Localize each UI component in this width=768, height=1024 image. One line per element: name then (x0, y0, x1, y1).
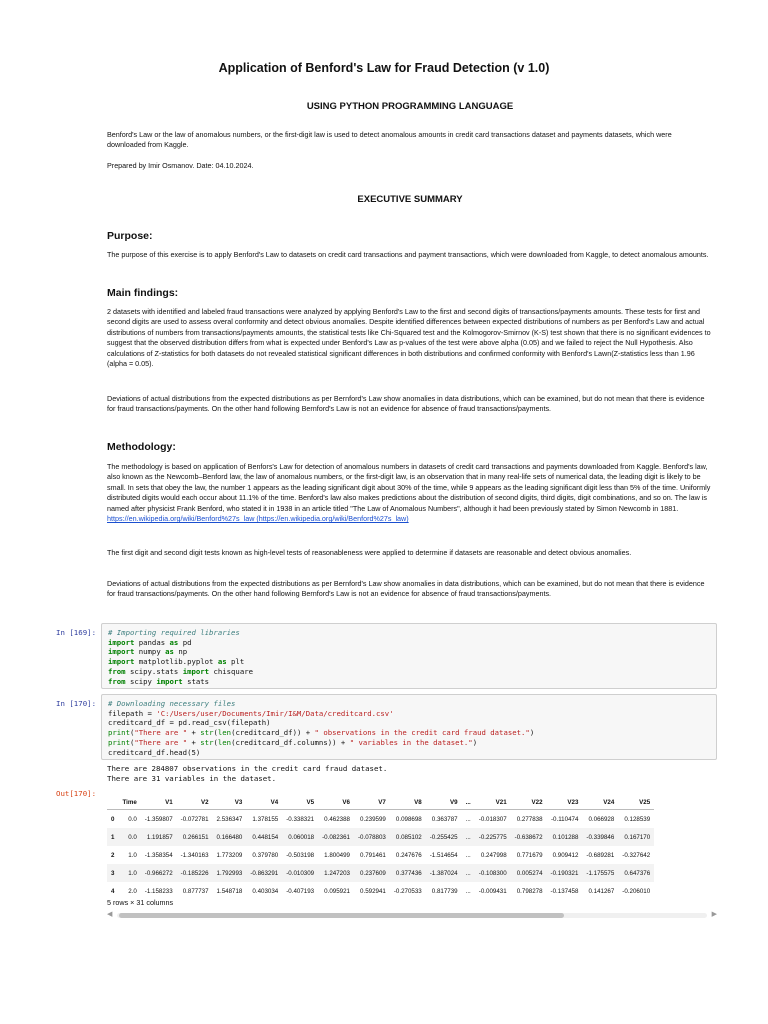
findings-paragraph-2: Deviations of actual distributions from the expected distributions as per Bernford's Law show anomalies in data distributions, which can be examined, but do not mean that there is evidence for fraud transactions/payments. On the other hand following Bernford's Law is not an evidence for absence of fraud transactions/payments. (107, 394, 705, 414)
code-cell-imports[interactable] (101, 623, 717, 689)
table-cell: -0.339846 (582, 828, 618, 846)
table-cell: 2.536347 (216, 815, 243, 823)
table-cell: -0.190321 (547, 864, 583, 882)
table-cell: 0.166480 (213, 828, 247, 846)
table-cell: -0.225775 (475, 828, 511, 846)
table-cell: 0.247998 (480, 851, 507, 859)
table-cell: 0.817739 (431, 887, 458, 895)
table-cell: 0.791461 (360, 851, 386, 859)
table-cell: 0.277838 (516, 815, 543, 823)
table-cell: -0.009431 (478, 887, 507, 895)
row-index: 1 (107, 828, 118, 846)
table-cell: 0.379780 (252, 851, 279, 859)
table-cell: 2.0 (128, 887, 137, 895)
prepared-by: Prepared by Imir Osmanov. Date: 04.10.2024. (107, 161, 254, 170)
row-index: 3 (107, 864, 118, 882)
main-findings-heading: Main findings: (107, 287, 179, 299)
table-cell: 0.060018 (282, 828, 318, 846)
table-cell: -0.072781 (180, 815, 209, 823)
table-cell: ... (462, 864, 475, 882)
dataframe-output[interactable] (107, 796, 717, 904)
column-header: V21 (475, 796, 511, 810)
table-row (107, 810, 654, 829)
table-cell: 0.403034 (252, 887, 279, 895)
table-cell: 0.101288 (547, 828, 583, 846)
table-cell: 1.800499 (324, 851, 350, 859)
table-cell: 0.005274 (511, 864, 547, 882)
row-index: 2 (111, 851, 115, 859)
methodology-paragraph-3: Deviations of actual distributions from the expected distributions as per Bernford's Law show anomalies in data distributions, which can be examined, but do not mean that there is evidence for fraud transactions/payments. On the other hand following Bernford's Law is not an evidence for absence of fraud transactions/payments. (107, 579, 705, 599)
row-index: 4 (111, 887, 115, 895)
column-header (107, 796, 118, 810)
column-header: V4 (246, 796, 282, 810)
table-cell: -0.108300 (475, 864, 511, 882)
table-cell: -0.966272 (141, 864, 177, 882)
table-cell: 0.098698 (395, 815, 422, 823)
table-cell: -0.270533 (393, 887, 422, 895)
table-cell: 0.909412 (552, 851, 579, 859)
code-line: from scipy import stats (108, 676, 210, 686)
findings-paragraph-1: 2 datasets with identified and labeled fraud transactions were analyzed by applying Benford's Law to the first and second digits of transactions/payments amounts. These tests for first and second digits are used to assess overal conformity and detect obvious anomalies. Despite identified differences between expected distributions of numbers as per Benford's Law and actual distributions of numbers from transactions/payments amounts, the statistical tests like Chi-Squared test and the Kolmogorov-Smirnov (K-S) test shown that there is no significant evidences to suggest that the observed distribution differs from what is expected under Benford's Law as p-values of the test were above alpha (0.05) and we failed to reject the Null Hypothesis. Also calculations of Z-statistics for both datasets do not revealed statistical significant differences in both distributions and confirmed conformity with Benford's Lawn(Z-statistics less than 1.96 (alpha = 0.05). (107, 307, 711, 369)
table-cell: 1.548718 (216, 887, 243, 895)
table-cell: -1.158233 (144, 887, 173, 895)
table-cell: 1.247203 (318, 864, 354, 882)
table-cell: -0.078803 (354, 828, 390, 846)
code-line: creditcard_df.head(5) (108, 747, 201, 757)
scroll-right-icon[interactable]: ▶ (711, 911, 717, 918)
column-header: V1 (141, 796, 177, 810)
table-cell: 0.237609 (354, 864, 390, 882)
column-header: V2 (177, 796, 213, 810)
table-cell: -1.358354 (144, 851, 173, 859)
row-index: 0 (111, 815, 115, 823)
table-cell: -0.338321 (286, 815, 315, 823)
horizontal-scrollbar[interactable] (107, 910, 717, 920)
table-row (107, 828, 654, 846)
column-header: ... (462, 796, 475, 810)
column-header: Time (118, 796, 140, 810)
purpose-heading: Purpose: (107, 230, 153, 242)
column-header: V22 (511, 796, 547, 810)
code-line: import numpy as np (108, 647, 188, 657)
table-cell: -0.082361 (318, 828, 354, 846)
column-header: V5 (282, 796, 318, 810)
code-cell-download[interactable] (101, 694, 717, 760)
output-prompt: Out[170]: (56, 789, 97, 798)
table-cell: -0.255425 (426, 828, 462, 846)
dataframe-footer: 5 rows × 31 columns (107, 898, 174, 907)
column-header: V7 (354, 796, 390, 810)
column-header: V23 (547, 796, 583, 810)
table-cell: 1.0 (118, 864, 140, 882)
table-cell: -1.387024 (426, 864, 462, 882)
table-cell: ... (465, 851, 471, 859)
cell-1-prompt: In [169]: (56, 628, 97, 637)
code-line: print("There are " + str(len(creditcard_df.columns)) + " variables in the dataset.") (108, 737, 478, 747)
table-cell: 0.095921 (324, 887, 350, 895)
methodology-heading: Methodology: (107, 441, 176, 453)
table-cell: 0.363787 (431, 815, 458, 823)
table-cell: 0.647376 (618, 864, 654, 882)
column-header: V24 (582, 796, 618, 810)
table-cell: -0.503198 (286, 851, 315, 859)
table-cell: 0.448154 (246, 828, 282, 846)
table-cell: -0.689281 (586, 851, 615, 859)
table-cell: 0.266151 (177, 828, 213, 846)
table-cell: ... (465, 815, 471, 823)
table-cell: -1.514654 (429, 851, 458, 859)
table-cell: 1.191857 (141, 828, 177, 846)
table-cell: 1.0 (128, 851, 137, 859)
table-cell: -0.407193 (286, 887, 315, 895)
table-cell: -0.110474 (550, 815, 579, 823)
table-cell: 0.771679 (516, 851, 543, 859)
code-line: # Downloading necessary files (108, 699, 236, 708)
purpose-paragraph: The purpose of this exercise is to apply Benford's Law to datasets on credit card transactions and payment transactions, which were downloaded from Kaggle, to detect anomalous amounts. (107, 250, 709, 259)
table-cell: 0.247676 (395, 851, 422, 859)
table-cell: 0.462388 (324, 815, 350, 823)
table-cell: 1.792993 (213, 864, 247, 882)
cell-2-stdout: There are 284807 observations in the credit card fraud dataset. There are 31 variables in the dataset. (107, 764, 388, 783)
table-cell: -1.175575 (582, 864, 618, 882)
table-cell: -0.185226 (177, 864, 213, 882)
column-header: V25 (618, 796, 654, 810)
table-cell: -0.018307 (478, 815, 507, 823)
column-header: V3 (213, 796, 247, 810)
code-line: import pandas as pd (108, 637, 192, 647)
table-cell: 0.877737 (182, 887, 209, 895)
column-header: V6 (318, 796, 354, 810)
executive-summary-heading: EXECUTIVE SUMMARY (357, 194, 463, 205)
page-title: Application of Benford's Law for Fraud Detection (v 1.0) (218, 61, 550, 75)
code-line: import matplotlib.pyplot as plt (108, 657, 245, 667)
code-line: # Importing required libraries (108, 628, 240, 637)
table-cell: -0.638672 (511, 828, 547, 846)
scrollbar-thumb[interactable] (119, 913, 564, 918)
table-cell: 0.066928 (588, 815, 615, 823)
table-cell: ... (462, 828, 475, 846)
table-cell: 0.128539 (624, 815, 651, 823)
cell-2-prompt: In [170]: (56, 699, 97, 708)
code-line: print("There are " + str(len(creditcard_df)) + " observations in the credit card fraud dataset.") (108, 728, 535, 738)
table-row (107, 846, 654, 864)
methodology-paragraph-1: The methodology is based on application of Benfors's Law for detection of anomalous numbers in datasets of credit card transactions and payments downloaded from Kaggle. Benford's law, also known as the Newcomb–Benford law, the law of anomalous numbers, or the first-digit law, is an observation that in many real-life sets of numerical data, the leading digit is likely to be small. In sets that obey the law, the number 1 appears as the leading significant digit about 30% of the time, while 9 appears as the leading significant digit less than 5% of the time. Uniformly distributed digits would each occur about 11.1% of the time. Benford's law also makes predictions about the distribution of second digits, third digits, digit combinations, and so on. The law is named after physicist Frank Benford, who stated it in 1938 in an article titled "The Law of Anomalous Numbers", although it had been previously stated by Simon Newcomb in 1881. https://en.wikipedia.org/wiki/Benford%27s_law (https://en.wikipedia.org/wiki/Benford%27s_law) (107, 462, 711, 524)
column-header: V8 (390, 796, 426, 810)
methodology-paragraph-2: The first digit and second digit tests known as high-level tests of reasonableness were applied to determine if datasets are reasonable and detect obvious anomalies. (107, 548, 632, 557)
table-cell: -1.340163 (180, 851, 209, 859)
dataframe-table (107, 796, 654, 900)
scroll-left-icon[interactable]: ◀ (107, 911, 113, 918)
code-line: filepath = 'C:/Users/user/Documents/Imir/I&M/Data/creditcard.csv' (108, 708, 394, 718)
table-cell: 0.141267 (588, 887, 615, 895)
table-cell: 0.377436 (390, 864, 426, 882)
table-cell: 0.592941 (360, 887, 386, 895)
table-cell: 0.798278 (516, 887, 543, 895)
table-cell: -0.010309 (282, 864, 318, 882)
table-row (107, 864, 654, 882)
table-cell: 1.378155 (252, 815, 279, 823)
benford-wikipedia-link[interactable]: https://en.wikipedia.org/wiki/Benford%27s_law (https://en.wikipedia.org/wiki/Benford%27s_law) (107, 514, 409, 524)
column-header: V9 (426, 796, 462, 810)
table-cell: 0.0 (128, 815, 137, 823)
table-cell: -0.863291 (246, 864, 282, 882)
table-cell: -0.206010 (622, 887, 651, 895)
page-subtitle: USING PYTHON PROGRAMMING LANGUAGE (306, 101, 514, 112)
intro-paragraph: Benford's Law or the law of anomalous numbers, or the first-digit law is used to detect anomalous amounts in credit card transactions dataset and payments datasets, which were downloaded from Kaggle. (107, 130, 672, 150)
table-cell: -0.327642 (622, 851, 651, 859)
table-cell: -1.359807 (144, 815, 173, 823)
code-line: creditcard_df = pd.read_csv(filepath) (108, 718, 271, 728)
table-cell: 0.0 (118, 828, 140, 846)
table-cell: -0.137458 (550, 887, 579, 895)
code-line: from scipy.stats import chisquare (108, 666, 253, 676)
table-cell: 0.085102 (390, 828, 426, 846)
table-header-row (107, 796, 654, 810)
table-row (107, 882, 654, 900)
table-cell: ... (465, 887, 471, 895)
table-cell: 0.239599 (360, 815, 386, 823)
table-cell: 0.167170 (618, 828, 654, 846)
table-cell: 1.773209 (216, 851, 243, 859)
